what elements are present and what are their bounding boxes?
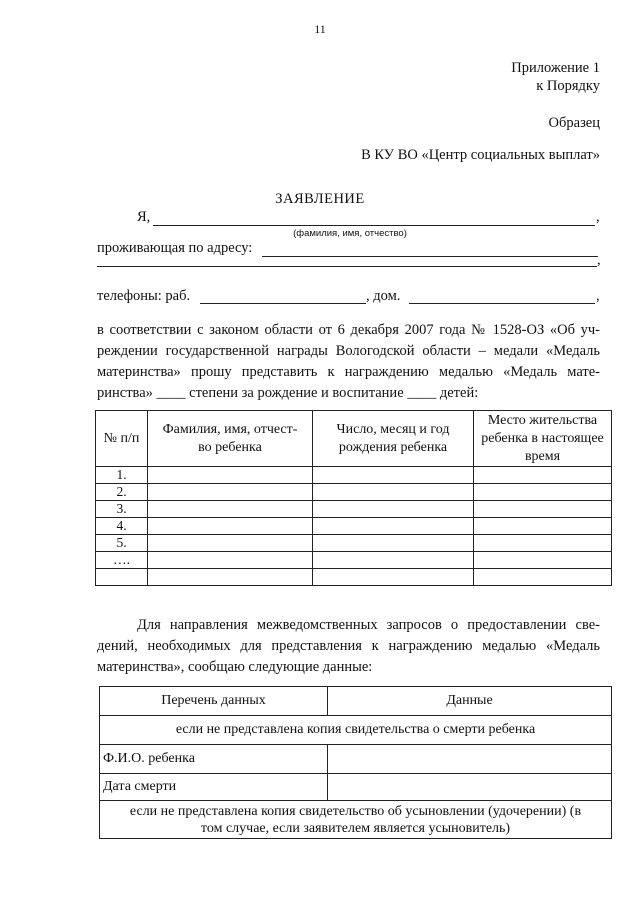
fio-comma: , [596, 209, 600, 225]
child-residence-cell[interactable] [474, 484, 612, 501]
child-fio-cell[interactable] [148, 467, 313, 484]
children-table [95, 410, 612, 586]
table-row [96, 501, 612, 518]
header-line: № п/п [103, 430, 140, 446]
col-birthdate-header [313, 411, 474, 467]
row-number: 4. [96, 518, 148, 535]
section-adoption-certificate [100, 801, 612, 839]
table-row [96, 467, 612, 484]
fio-field-line[interactable] [153, 225, 595, 226]
row-number: …. [96, 552, 148, 569]
child-fio-cell[interactable] [148, 501, 313, 518]
section-row [100, 716, 612, 745]
child-residence-cell[interactable] [474, 518, 612, 535]
child-fio-cell[interactable] [148, 535, 313, 552]
col-number-header [96, 411, 148, 467]
home-phone-label: , дом. [366, 288, 401, 304]
page-title: ЗАЯВЛЕНИЕ [275, 191, 365, 207]
recipient-label: В КУ ВО «Центр социальных выплат» [361, 147, 600, 163]
data-table [99, 686, 612, 839]
header-line: во ребенка [198, 439, 262, 455]
child-birthdate-cell[interactable] [313, 518, 474, 535]
address-comma: , [597, 252, 601, 268]
paragraph-line: материнства» прошу представить к награждению медалью «Медаль мате- [97, 364, 600, 380]
child-birthdate-cell[interactable] [313, 484, 474, 501]
col-list-header: Перечень данных [100, 687, 328, 716]
children-table-header [96, 411, 612, 467]
address-field-line-2[interactable] [97, 266, 597, 267]
table-row [96, 552, 612, 569]
paragraph-line: в соответствии с законом области от 6 декабря 2007 года № 1528-ОЗ «Об уч- [97, 322, 600, 338]
request-paragraph [97, 320, 600, 404]
paragraph-line: ринства» ____ степени за рождение и воспитание ____ детей: [97, 385, 479, 401]
child-residence-cell[interactable] [474, 552, 612, 569]
child-residence-cell[interactable] [474, 569, 612, 586]
paragraph-line: реждении государственной награды Вологодской области – медали «Медаль [97, 343, 600, 359]
header-line: Место жительства [487, 412, 598, 428]
section-line: если не представлена копия свидетельство об усыновлении (удочерении) (в [129, 803, 582, 819]
phones-comma: , [596, 288, 600, 304]
child-birthdate-cell[interactable] [313, 535, 474, 552]
header-line: время [524, 448, 561, 464]
header-line: ребенка в настоящее [481, 430, 604, 446]
i-prefix-label: Я, [137, 209, 151, 225]
appendix-label: Приложение 1 [511, 60, 600, 76]
home-phone-field-line[interactable] [409, 303, 595, 304]
table-row [96, 569, 612, 586]
child-fio-cell[interactable] [148, 518, 313, 535]
paragraph-line: дений, необходимых для представления к награждению медалью «Медаль [97, 638, 600, 654]
sample-label: Образец [548, 115, 600, 131]
death-date-value-cell[interactable] [328, 774, 612, 801]
data-paragraph [97, 615, 600, 678]
data-table-header [100, 687, 612, 716]
col-fio-header [148, 411, 313, 467]
col-residence-header [474, 411, 612, 467]
row-number [96, 569, 148, 586]
header-line: рождения ребенка [338, 439, 448, 455]
child-fio-cell[interactable] [148, 552, 313, 569]
table-row [96, 535, 612, 552]
child-birthdate-cell[interactable] [313, 467, 474, 484]
row-number: 1. [96, 467, 148, 484]
table-row [96, 518, 612, 535]
child-fio-cell[interactable] [148, 484, 313, 501]
row-number: 3. [96, 501, 148, 518]
child-birthdate-cell[interactable] [313, 569, 474, 586]
child-residence-cell[interactable] [474, 501, 612, 518]
table-row [100, 774, 612, 801]
page-number: 11 [314, 22, 326, 36]
row-number: 5. [96, 535, 148, 552]
header-line: Число, месяц и год [336, 421, 450, 437]
child-birthdate-cell[interactable] [313, 501, 474, 518]
fio-hint: (фамилия, имя, отчество) [293, 228, 407, 239]
paragraph-line: Для направления межведомственных запросов о предоставлении све- [137, 617, 600, 633]
child-residence-cell[interactable] [474, 467, 612, 484]
child-fio-cell[interactable] [148, 569, 313, 586]
child-fio-value-cell[interactable] [328, 745, 612, 774]
section-row [100, 801, 612, 839]
table-row [96, 484, 612, 501]
paragraph-line: материнства», сообщаю следующие данные: [97, 659, 373, 675]
death-date-label: Дата смерти [100, 774, 328, 801]
col-data-header: Данные [328, 687, 612, 716]
address-field-line-1[interactable] [262, 256, 598, 257]
table-row [100, 745, 612, 774]
work-phone-field-line[interactable] [200, 303, 366, 304]
header-line: Фамилия, имя, отчест- [162, 421, 298, 437]
section-line: том случае, если заявителем является усыновитель) [200, 820, 511, 836]
child-residence-cell[interactable] [474, 535, 612, 552]
phones-label: телефоны: раб. [97, 288, 191, 304]
address-label: проживающая по адресу: [97, 240, 253, 256]
to-order-label: к Порядку [536, 78, 600, 94]
row-number: 2. [96, 484, 148, 501]
child-fio-label: Ф.И.О. ребенка [100, 745, 328, 774]
section-death-certificate: если не представлена копия свидетельства о смерти ребенка [100, 716, 612, 745]
child-birthdate-cell[interactable] [313, 552, 474, 569]
